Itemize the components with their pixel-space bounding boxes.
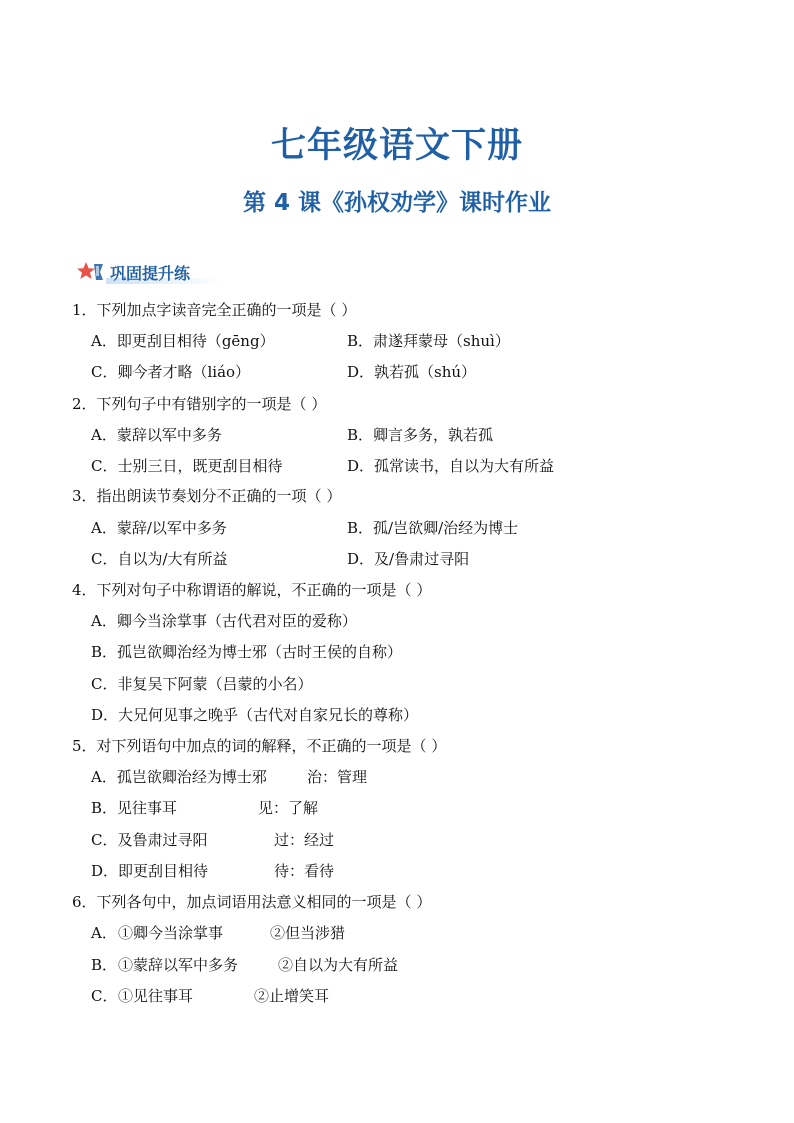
q5-gloss-c: 过：经过 [274,831,335,849]
q1-option-b: B．肃遂拜蒙母（shuì） [347,332,510,350]
q3-option-b: B．孤/岂欲卿/治经为博士 [347,519,519,537]
question-6: 6．下列各句中，加点词语用法意义相同的一项是（ ） [72,893,432,911]
page-subtitle: 第 4 课《孙权劝学》课时作业 [242,190,552,216]
q6-b-first: ①蒙辞以军中多务 [118,956,239,974]
section-label: 巩固提升练 [110,263,191,283]
q6-option-c: C． [91,987,118,1005]
question-1: 1．下列加点字读音完全正确的一项是（ ） [72,301,357,319]
section-heading [76,258,190,286]
q2-option-a: A．蒙辞以军中多务 [91,426,222,444]
question-4: 4．下列对句子中称谓语的解说，不正确的一项是（ ） [72,581,432,599]
question-5: 5．对下列语句中加点的词的解释，不正确的一项是（ ） [72,737,447,755]
q5-gloss-a: 治：管理 [307,768,368,786]
q4-option-d: D．大兄何见事之晚乎（古代对自家兄长的尊称） [91,706,419,724]
q2-option-d: D．孤常读书，自以为大有所益 [347,457,555,475]
q5-gloss-b: 见：了解 [258,799,319,817]
q5-option-d: D．即更刮目相待 [91,862,209,880]
q5-option-c: C．及鲁肃过寻阳 [91,831,208,849]
q1-option-a: A．即更刮目相待（gēng） [91,332,275,350]
q3-option-d: D．及/鲁肃过寻阳 [347,550,470,568]
q3-option-a: A．蒙辞/以军中多务 [91,519,227,537]
q6-b-second: ②自以为大有所益 [278,956,399,974]
q6-c-second: ②止增笑耳 [254,987,330,1005]
q6-c-first: ①见往事耳 [118,987,194,1005]
q4-option-b: B．孤岂欲卿治经为博士邪（古时王侯的自称） [91,643,403,661]
q5-option-a: A．孤岂欲卿治经为博士邪 [91,768,267,786]
q2-option-b: B．卿言多务，孰若孤 [347,426,494,444]
star-flag-icon [76,260,108,284]
q3-option-c: C．自以为/大有所益 [91,550,228,568]
q6-option-b: B． [91,956,118,974]
q5-gloss-d: 待：看待 [274,862,335,880]
q5-option-b: B．见往事耳 [91,799,178,817]
q4-option-a: A．卿今当涂掌事（古代君对臣的爱称） [91,612,357,630]
page-title: 七年级语文下册 [270,126,523,166]
q2-option-c: C．士别三日，既更刮目相待 [91,457,283,475]
q6-option-a: A． [91,924,117,942]
question-3: 3．指出朗读节奏划分不正确的一项（ ） [72,487,342,505]
q1-option-c: C．卿今者才略（liáo） [91,363,251,381]
q4-option-c: C．非复吴下阿蒙（吕蒙的小名） [91,675,313,693]
q6-a-second: ②但当涉猎 [270,924,346,942]
q1-option-d: D．孰若孤（shú） [347,363,477,381]
question-2: 2．下列句子中有错别字的一项是（ ） [72,395,327,413]
q6-a-first: ①卿今当涂掌事 [118,924,224,942]
